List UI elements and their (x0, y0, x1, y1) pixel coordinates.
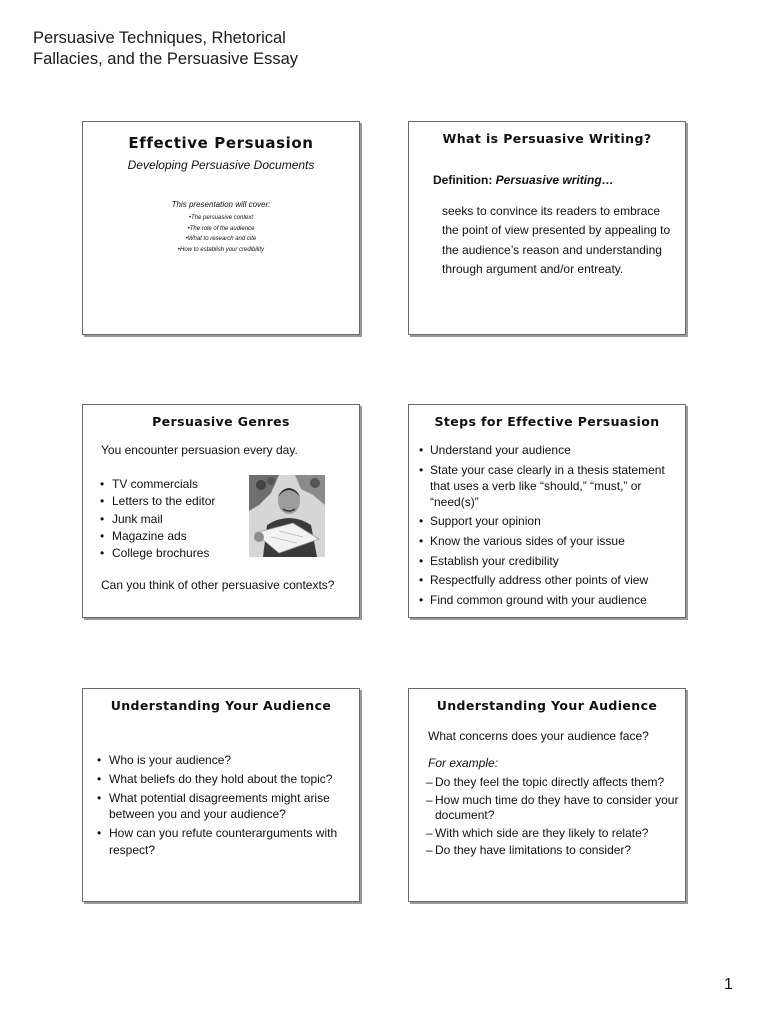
definition-label: Definition: (433, 173, 496, 187)
list-item: • What potential disagreements might arise between you and your audience? (97, 790, 352, 823)
list-item: • Magazine ads (100, 528, 215, 545)
list-item: – How much time do they have to consider your document? (426, 793, 681, 824)
list-item: • Know the various sides of your issue (419, 533, 681, 549)
list-item: • State your case clearly in a thesis statement that uses a verb like “should,” “must,” or “need(s)” (419, 462, 681, 510)
slide-effective-persuasion (82, 121, 360, 335)
slide-what-is-persuasive-writing (408, 121, 686, 335)
slide-title: What is Persuasive Writing? (442, 131, 652, 146)
page-number: 1 (724, 976, 733, 993)
list-item: – With which side are they likely to relate? (426, 826, 681, 842)
list-item: – Do they feel the topic directly affects them? (426, 775, 681, 791)
list-item: • Letters to the editor (100, 493, 215, 510)
slide-understanding-audience-1 (82, 688, 360, 902)
list-item: • College brochures (100, 545, 215, 562)
list-item: • Establish your credibility (419, 553, 681, 569)
genres-question: Can you think of other persuasive contexts? (101, 578, 335, 592)
audience-concerns-list (426, 775, 681, 861)
definition-term: Persuasive writing… (495, 173, 614, 187)
slide-understanding-audience-2 (408, 688, 686, 902)
definition-body: seeks to convince its readers to embrace the point of view presented by appealing to the audience’s reason and understanding through argument and/or entreaty. (442, 204, 671, 276)
list-item: • Support your opinion (419, 513, 681, 529)
cover-item: •The persuasive context (188, 215, 254, 221)
slide-steps-effective-persuasion (408, 404, 686, 618)
document-title (33, 28, 453, 70)
cover-item: •What to research and cite (185, 236, 257, 242)
document-title-line-2: Fallacies, and the Persuasive Essay (33, 50, 299, 68)
genres-list (100, 476, 215, 562)
cover-intro: This presentation will cover: (171, 200, 271, 209)
genres-intro: You encounter persuasion every day. (101, 443, 298, 457)
slide-subtitle: Developing Persuasive Documents (127, 158, 315, 172)
slide-title: Effective Persuasion (128, 134, 314, 152)
audience-concerns-question: What concerns does your audience face? (428, 729, 649, 743)
example-label: For example: (428, 756, 499, 770)
list-item: – Do they have limitations to consider? (426, 843, 681, 859)
list-item: • Junk mail (100, 511, 215, 528)
list-item: • Respectfully address other points of view (419, 572, 681, 588)
cover-list (83, 213, 359, 255)
man-reading-photo (249, 475, 325, 557)
document-title-line-1: Persuasive Techniques, Rhetorical (33, 29, 286, 47)
list-item: • Find common ground with your audience (419, 592, 681, 608)
slide-title: Steps for Effective Persuasion (434, 414, 660, 429)
cover-item: •How to establish your credibility (177, 246, 265, 253)
cover-item: •The role of the audience (187, 225, 255, 232)
list-item: • What beliefs do they hold about the topic? (97, 771, 352, 788)
list-item: • Understand your audience (419, 442, 681, 458)
audience-questions-list (97, 752, 352, 861)
slide-title: Understanding Your Audience (110, 698, 332, 713)
list-item: • Who is your audience? (97, 752, 352, 769)
definition-heading (433, 173, 614, 187)
list-item: • How can you refute counterarguments with respect? (97, 825, 352, 858)
slide-persuasive-genres (82, 404, 360, 618)
slide-title: Understanding Your Audience (436, 698, 658, 713)
slide-title: Persuasive Genres (152, 414, 290, 429)
steps-list (419, 442, 681, 612)
list-item: • TV commercials (100, 476, 215, 493)
